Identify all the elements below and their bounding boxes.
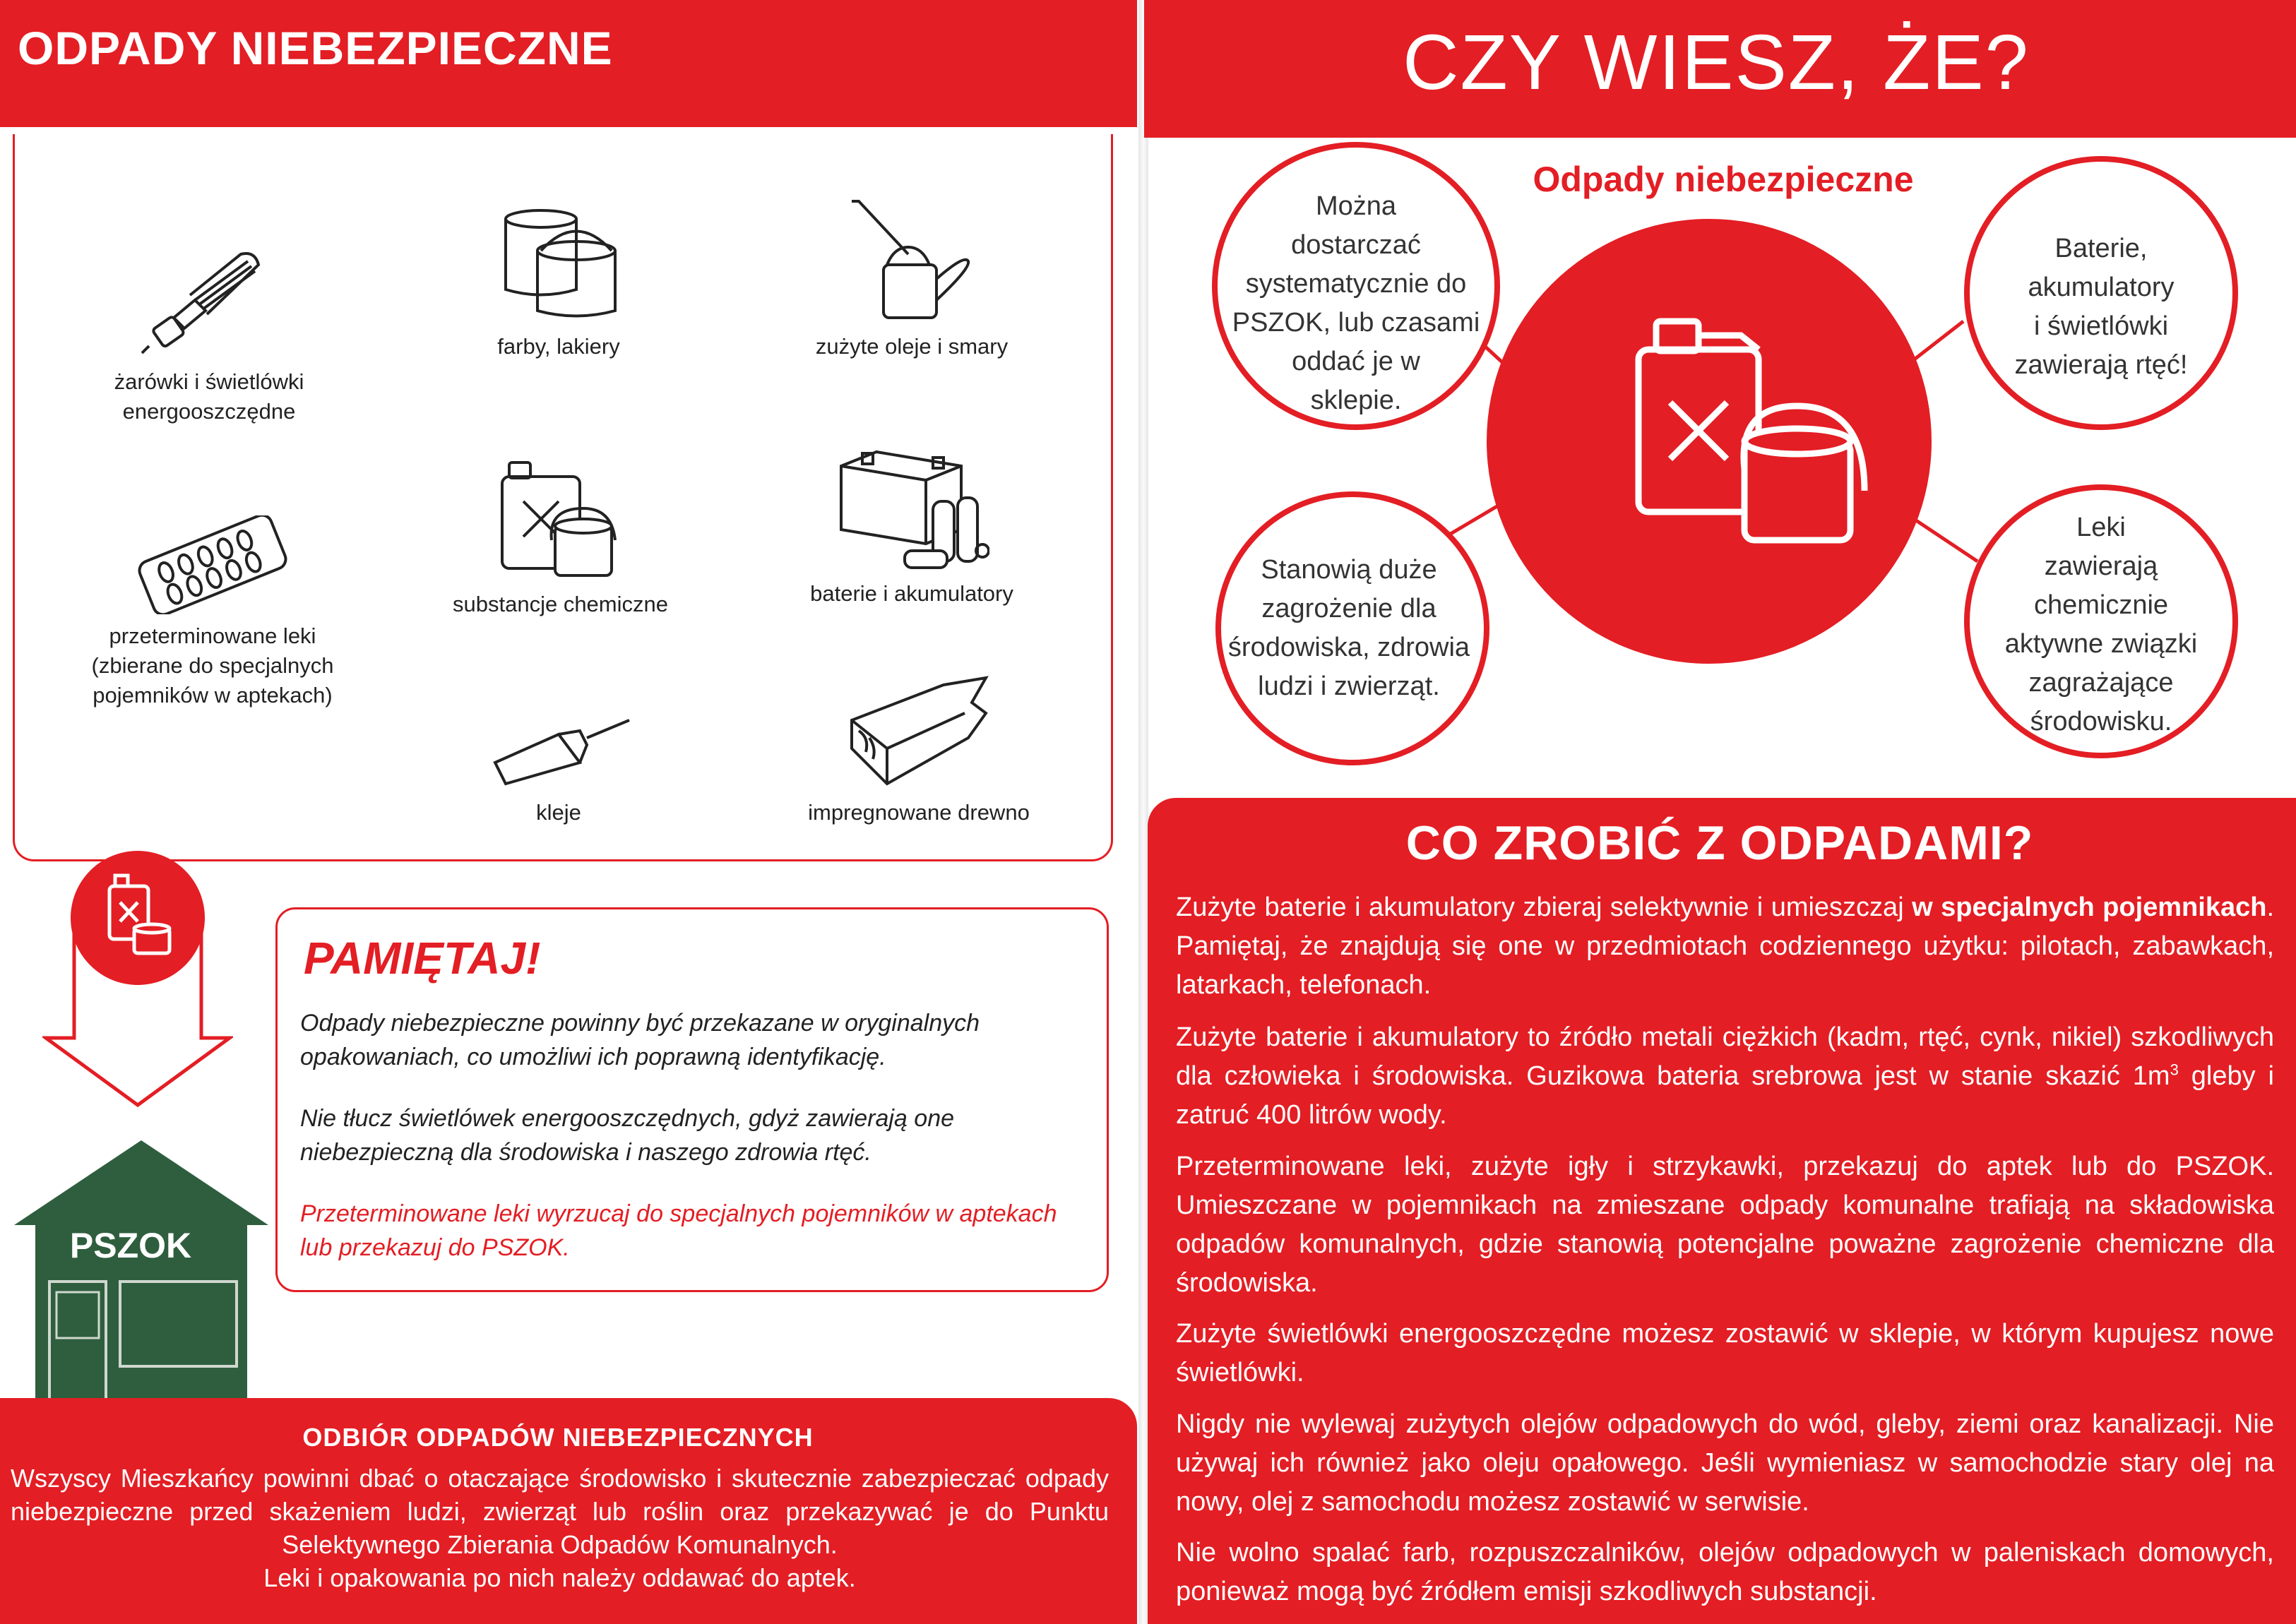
- item-label: impregnowane drewno: [808, 800, 1030, 825]
- remember-text-3: Przeterminowane leki wyrzucaj do specjalnych pojemników w aptekach lub przekazuj do PSZOK.: [300, 1200, 1057, 1261]
- remember-text-2: Nie tłucz świetlówek energooszczędnych, gdyż zawierają one niebezpieczną dla środowiska i naszego zdrowia rtęć.: [300, 1105, 955, 1166]
- paragraph-2-part-b: gleby i zatruć 400 litrów wody.: [1176, 1061, 2275, 1130]
- item-paint: [453, 198, 665, 362]
- hazardous-items-panel: [13, 134, 1113, 861]
- battery-icon: [834, 445, 989, 572]
- item-bulbs: [107, 240, 311, 426]
- left-page-title: ODPADY NIEBEZPIECZNE: [18, 22, 613, 74]
- remember-text-1: Odpady niebezpieczne powinny być przekazane w oryginalnych opakowaniach, co umożliwi ich poprawną identyfikację.: [300, 1010, 980, 1070]
- item-label: substancje chemiczne: [453, 592, 668, 616]
- item-label: żarówki i świetlówki energooszczędne: [114, 369, 304, 424]
- fact-bottom-right: Leki zawierają chemicznie aktywne związki zagrażające środowisku.: [2004, 513, 2198, 736]
- wood-icon: [845, 671, 993, 791]
- pszok-label: PSZOK: [69, 1226, 192, 1265]
- paint-icon: [495, 198, 622, 325]
- paragraph-1: [1176, 888, 2274, 1005]
- what-to-do-title: CO ZROBIĆ Z ODPADAMI?: [1405, 816, 2034, 870]
- item-label: baterie i akumulatory: [810, 581, 1013, 606]
- item-medicines: [78, 515, 347, 710]
- paragraph-1-bold: w specjalnych pojemnikach: [1912, 892, 2267, 922]
- down-arrow-graphic: [42, 847, 233, 1109]
- paragraph-1-part-a: Zużyte baterie i akumulatory zbieraj selektywnie i umieszczaj: [1176, 892, 1913, 922]
- item-label: zużyte oleje i smary: [815, 334, 1009, 359]
- item-glue: [453, 713, 665, 828]
- paragraph-6: Nie wolno spalać farb, rozpuszczalników, olejów odpadowych w paleniskach domowych, ponieważ mogą być źródłem emisji szkodliwych substancji.: [1176, 1538, 2274, 1606]
- paragraph-5: Nigdy nie wylewaj zużytych olejów odpadowych do wód, gleby, ziemi oraz kanalizacji. Nie używaj ich również jako oleju opałowego. Jeśli wymieniasz w samochodzie stary olej na nowy, olej z samochodu możesz zostawić w serwisie.: [1176, 1409, 2274, 1517]
- cubic-superscript: 3: [2170, 1061, 2179, 1079]
- item-label: kleje: [536, 800, 581, 825]
- fact-bottom-left: Stanowią duże zagrożenie dla środowiska, zdrowia ludzi i zwierząt.: [1227, 555, 1470, 701]
- pills-icon: [128, 515, 297, 614]
- chemical-icon: [495, 459, 622, 583]
- item-label: przeterminowane leki (zbierane do specjalnych pojemników w aptekach): [91, 623, 334, 707]
- paragraph-4: Zużyte świetlówki energooszczędne możesz zostawić w sklepie, w którym kupujesz nowe świetlówki.: [1176, 1319, 2274, 1387]
- item-wood: [785, 671, 1053, 828]
- pszok-house-icon: [14, 1140, 268, 1402]
- collection-text: Wszyscy Mieszkańcy powinni dbać o otaczające środowisko i skutecznie zabezpieczać odpady niebezpieczne przed skażeniem ludzi, zwierząt lub roślin oraz przekazywać je do Punktu Selektywnego Zbierania Odpadów Komunalnych. Leki i opakowania po nich należy oddawać do aptek.: [11, 1464, 1109, 1592]
- item-label: farby, lakiery: [497, 334, 620, 359]
- paragraph-2-part-a: Zużyte baterie i akumulatory to źródło metali ciężkich (kadm, rtęć, cynk, nikiel) szkodliwych dla człowieka i środowiska. Guzikowa bateria srebrowa jest w stanie skazić 1m: [1176, 1022, 2274, 1091]
- remember-title: PAMIĘTAJ!: [304, 933, 541, 984]
- paragraph-3: Przeterminowane leki, zużyte igły i strzykawki, przekazuj do aptek lub do PSZOK. Umieszczane w pojemnikach na zmieszane odpady komunalne trafiają na składowiska odpadów komunalnych, gdzie stanowią potencjalne poważne zagrożenie chemiczne dla środowiska.: [1176, 1152, 2274, 1298]
- item-oil: [799, 198, 1025, 362]
- paragraph-1-part-c: . Pamiętaj, że znajdują się one w przedmiotach codziennego użytku: pilotach, zabawkach, latarkach, telefonach.: [1176, 892, 2274, 1000]
- item-batteries: [792, 445, 1032, 609]
- glue-icon: [481, 713, 636, 791]
- item-chemicals: [453, 459, 668, 619]
- paragraph-2: [1176, 1018, 2274, 1135]
- collection-title: ODBIÓR ODPADÓW NIEBEZPIECZNYCH: [302, 1423, 814, 1452]
- fact-top-right: Baterie, akumulatory i świetlówki zawierają rtęć!: [2014, 234, 2188, 380]
- oilcan-icon: [845, 198, 979, 325]
- fact-top-left: Można dostarczać systematycznie do PSZOK, lub czasami oddać je w sklepie.: [1232, 191, 1480, 415]
- diagram-title: Odpady niebezpieczne: [1533, 160, 1914, 199]
- right-page-title: CZY WIESZ, ŻE?: [1403, 19, 2030, 106]
- bulb-icon: [128, 240, 290, 360]
